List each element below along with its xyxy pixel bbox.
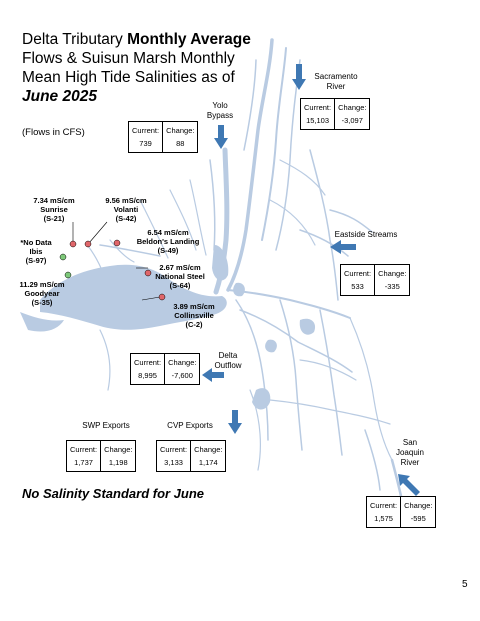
san-joaquin-label: San Joaquin River bbox=[395, 438, 425, 467]
station-marker-collinsville bbox=[159, 294, 165, 300]
yolo-flow-box: Current: 739 Change: 88 bbox=[128, 121, 198, 153]
sacramento-arrow-icon bbox=[292, 64, 306, 90]
station-label-goodyear: 11.29 mS/cm Goodyear (S-35) bbox=[19, 280, 65, 307]
station-label-beldons: 6.54 mS/cm Beldon's Landing (S-49) bbox=[136, 228, 200, 255]
delta-outflow-label: Delta Outflow bbox=[214, 351, 242, 370]
station-label-ibis: *No Data Ibis (S-97) bbox=[20, 238, 52, 265]
swp-flow-box: Current: 1,737 Change: 1,198 bbox=[66, 440, 136, 472]
station-label-sunrise: 7.34 mS/cm Sunrise (S-21) bbox=[33, 196, 75, 223]
station-marker-goodyear bbox=[65, 272, 71, 278]
station-marker-sunrise bbox=[70, 241, 76, 247]
yolo-arrow-icon bbox=[214, 125, 228, 149]
exports-arrow-icon bbox=[228, 410, 242, 434]
salinity-standard-note: No Salinity Standard for June bbox=[22, 486, 205, 501]
station-marker-volanti bbox=[85, 241, 91, 247]
eastside-label: Eastside Streams bbox=[334, 230, 398, 239]
yolo-label: Yolo Bypass bbox=[206, 101, 234, 120]
cvp-label: CVP Exports bbox=[167, 421, 213, 430]
map-title: Delta Tributary Monthly Average Flows & Suisun Marsh Monthly Mean High Tide Salinities as of June 2025 bbox=[22, 31, 251, 105]
page-number: 5 bbox=[462, 579, 468, 590]
station-label-national-steel: 2.67 mS/cm National Steel (S-64) bbox=[155, 263, 205, 290]
eastside-arrow-icon bbox=[330, 240, 356, 254]
san-joaquin-flow-box: Current: 1,575 Change: -595 bbox=[366, 496, 436, 528]
cvp-flow-box: Current: 3,133 Change: 1,174 bbox=[156, 440, 226, 472]
station-marker-ibis bbox=[60, 254, 66, 260]
sacramento-label: Sacramento River bbox=[314, 72, 358, 91]
station-label-volanti: 9.56 mS/cm Volanti (S-42) bbox=[105, 196, 147, 223]
delta-outflow-flow-box: Current: 8,995 Change: -7,600 bbox=[130, 353, 200, 385]
sacramento-flow-box: Current: 15,103 Change: -3,097 bbox=[300, 98, 370, 130]
station-label-collinsville: 3.89 mS/cm Collinsville (C-2) bbox=[173, 302, 215, 329]
flows-units-note: (Flows in CFS) bbox=[22, 127, 85, 138]
swp-label: SWP Exports bbox=[82, 421, 130, 430]
san-joaquin-arrow-icon bbox=[398, 474, 420, 496]
eastside-flow-box: Current: 533 Change: -335 bbox=[340, 264, 410, 296]
